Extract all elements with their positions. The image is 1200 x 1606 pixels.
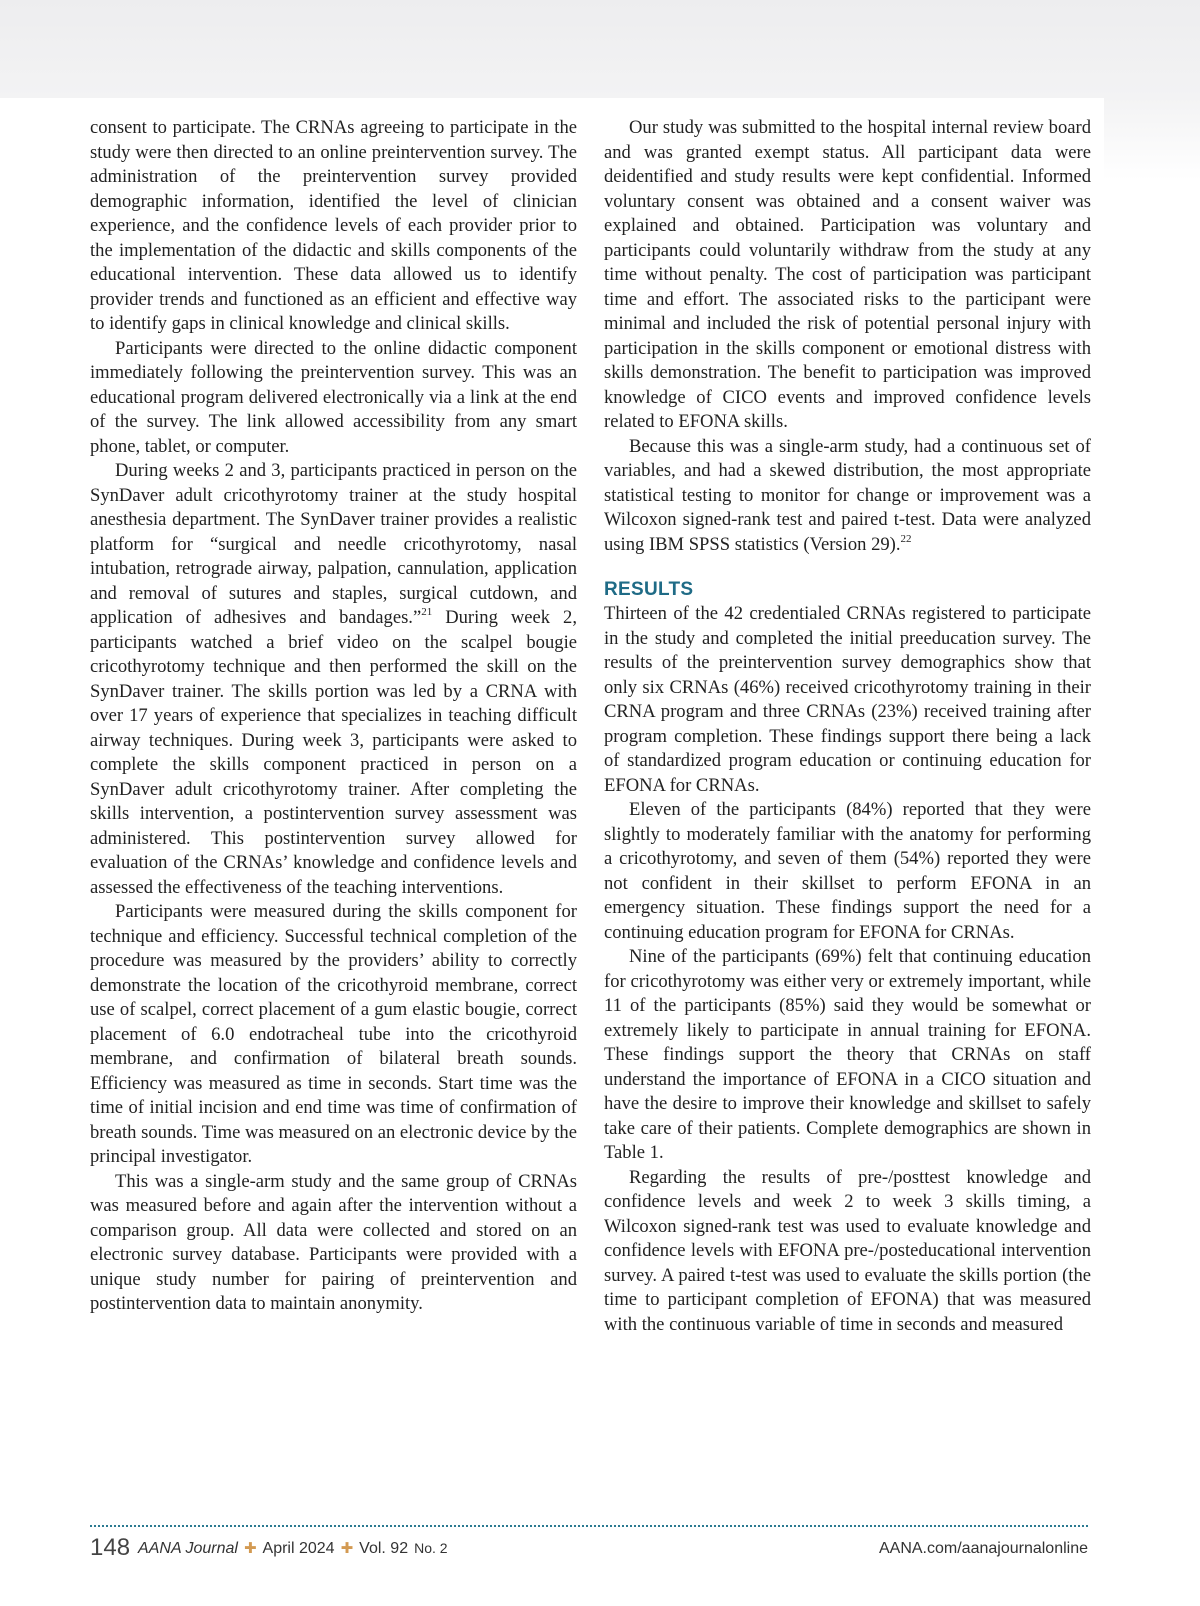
- paragraph: [90, 459, 577, 900]
- paragraph: [604, 435, 1091, 558]
- volume: Vol. 92: [359, 1540, 409, 1557]
- paragraph-text: During weeks 2 and 3, participants practiced in person on the SynDaver adult cricothyrotomy trainer at the study hospital anesthesia department. The SynDaver trainer provides a realistic platform for “surgical and needle cricothyrotomy, nasal intubation, retrograde airway, palpation, cannulation, application and removal of sutures and staples, surgical cutdown, and application of adhesives and bandages.”: [90, 460, 577, 628]
- paragraph: This was a single-arm study and the same group of CRNAs was measured before and again after the intervention without a comparison group. All data were collected and stored on an electronic survey database. Participants were provided with a unique study number for pairing of preintervention and postintervention data to maintain anonymity.: [90, 1170, 577, 1314]
- paragraph: Thirteen of the 42 credentialed CRNAs registered to participate in the study and completed the initial preeducation survey. The results of the preintervention survey demographics show that only six CRNAs (46%) received cricothyrotomy training in their CRNA program and three CRNAs (23%) received training after program completion. These findings support there being a lack of standardized program education or continuing education for EFONA for CRNAs.: [604, 603, 1091, 796]
- left-column: [90, 116, 577, 1317]
- plus-separator-icon: ✚: [243, 1540, 257, 1557]
- paragraph: Regarding the results of pre-/posttest knowledge and confidence levels and week 2 to week 3 skills timing, a Wilcoxon signed-rank test was used to evaluate knowledge and confidence levels with EFONA pre-/posteducational intervention survey. A paired t-test was used to evaluate the skills portion (the time to participant completion of EFONA) that was measured with the continuous variable of time in seconds and measured: [604, 1166, 1091, 1335]
- paragraph: consent to participate. The CRNAs agreeing to participate in the study were then directed to an online preintervention survey. The administration of the preintervention survey provided demographic information, identified the level of clinician experience, and the confidence levels of each provider prior to the implementation of the didactic and skills components of the educational intervention. These data allowed us to identify provider trends and functioned as an efficient and effective way to identify gaps in clinical knowledge and clinical skills.: [90, 117, 577, 334]
- paragraph: Participants were directed to the online didactic component immediately following the preintervention survey. This was an educational program delivered electronically via a link at the end of the survey. The link allowed accessibility from any smart phone, tablet, or computer.: [90, 337, 577, 457]
- right-column: [604, 116, 1091, 1337]
- page-number: 148: [90, 1534, 131, 1561]
- results-heading: RESULTS: [604, 579, 694, 600]
- journal-url: AANA.com/aanajournalonline: [878, 1540, 1088, 1557]
- paragraph-text: During week 2, participants watched a brief video on the scalpel bougie cricothyrotomy technique and then performed the skill on the SynDaver trainer. The skills portion was led by a CRNA with over 17 years of experience that specializes in teaching difficult airway techniques. During week 3, participants were asked to complete the skills component practiced in person on a SynDaver adult cricothyrotomy trainer. After completing the skills intervention, a postintervention survey assessment was administered. This postintervention survey allowed for evaluation of the CRNAs’ knowledge and confidence levels and assessed the effectiveness of the teaching interventions.: [90, 607, 577, 898]
- paragraph: Nine of the participants (69%) felt that continuing education for cricothyrotomy was either very or extremely important, while 11 of the participants (85%) said they would be somewhat or extremely likely to participate in annual training for EFONA. These findings support the theory that CRNAs on staff understand the importance of EFONA in a CICO situation and have the desire to improve their knowledge and skillset to safely take care of their patients. Complete demographics are shown in Table 1.: [604, 946, 1091, 1163]
- page-footer: [90, 1534, 1088, 1564]
- paragraph: Participants were measured during the skills component for technique and efficiency. Successful technical completion of the procedure was measured by the providers’ ability to correctly demonstrate the location of the cricothyroid membrane, correct use of scalpel, correct placement of a gum elastic bougie, correct placement of 6.0 endotracheal tube into the cricothyroid membrane, and confirmation of bilateral breath sounds. Efficiency was measured as time in seconds. Start time was the time of initial incision and end time was time of confirmation of breath sounds. Time was measured on an electronic device by the principal investigator.: [90, 901, 577, 1167]
- footer-divider: [90, 1525, 1088, 1527]
- plus-separator-icon: ✚: [340, 1540, 354, 1557]
- journal-name: AANA Journal: [138, 1540, 238, 1557]
- paragraph-text: Because this was a single-arm study, had a continuous set of variables, and had a skewed distribution, the most appropriate statistical testing to monitor for change or improvement was a Wilcoxon signed-rank test and paired t-test. Data were analyzed using IBM SPSS statistics (Version 29).: [604, 435, 1091, 555]
- issue-date: April 2024: [262, 1540, 335, 1557]
- reference-superscript: 21: [421, 606, 433, 618]
- footer-citation: [90, 1534, 448, 1562]
- reference-superscript: 22: [900, 532, 912, 545]
- paragraph: Eleven of the participants (84%) reported that they were slightly to moderately familiar with the anatomy for performing a cricothyrotomy, and seven of them (54%) reported they were not confident in their skillset to perform EFONA in an emergency situation. These findings support the need for a continuing education program for EFONA for CRNAs.: [604, 799, 1091, 943]
- paragraph: Our study was submitted to the hospital internal review board and was granted exempt status. All participant data were deidentified and study results were kept confidential. Informed voluntary consent was obtained and a consent waiver was explained and obtained. Participation was voluntary and participants could voluntarily withdraw from the study at any time without penalty. The cost of participation was participant time and effort. The associated risks to the participant were minimal and included the risk of potential personal injury with participation in the skills component or emotional distress with skills demonstration. The benefit to participation was improved knowledge of CICO events and improved confidence levels related to EFONA skills.: [604, 117, 1091, 432]
- issue-number: No. 2: [414, 1540, 448, 1556]
